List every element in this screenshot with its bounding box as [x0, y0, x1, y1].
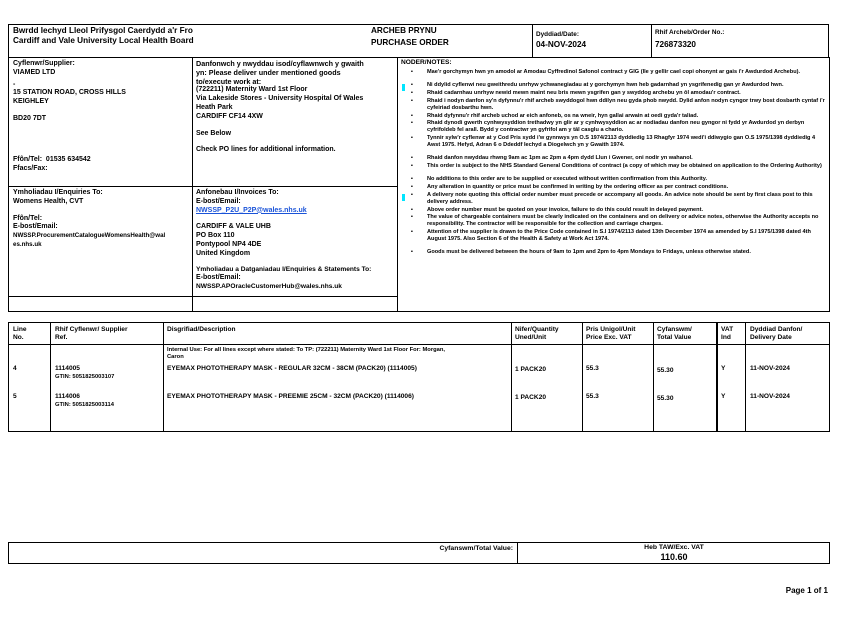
supplier-name: VIAMED LTD	[13, 68, 56, 76]
delivery-line-2: Via Lakeside Stores - University Hospital Of Wales	[196, 95, 364, 103]
doc-title-welsh: ARCHEB PRYNU	[371, 26, 437, 35]
note-item: ▪ Any alteration in quantity or price must be confirmed in writing by the ordering officer as per contract conditions.	[411, 183, 729, 190]
internal-use-note: Internal Use: For all lines except where stated: To TP: (722211) Maternity Ward 1st Floor For: Morgan, Caron	[167, 347, 445, 360]
delivery-line-4: CARDIFF CF14 4XW	[196, 112, 263, 120]
row-delivery-date: 11-NOV-2024	[750, 365, 790, 372]
row-unit-price: 55.3	[586, 365, 599, 372]
row-quantity: 1 PACK20	[515, 366, 547, 373]
note-item: ▪ A delivery note quoting this official order number must precede or accompany all goods. An advice note should be sent by first class post to this delivery address.	[411, 191, 813, 205]
note-item: ▪ Rhaid dyfynnu'r rhif archeb uchod ar eich anfoneb, os na wneir, hyn gallai arwain at oedi gyda'r taliad.	[411, 112, 699, 119]
note-item: ▪ Mae'r gorchymyn hwn yn amodol ar Amodau Cyffredinol Safonol contract y GIG (lle y gellir cael copi ohonynt ar gais i'r Awdurdod Archebu).	[411, 69, 801, 75]
delivery-label-1: Danfonwch y nwyddau isod/cyflawnwch y gwaith	[196, 59, 364, 68]
total-value-label: Cyfanswm/Total Value:	[439, 545, 513, 552]
delivery-section	[196, 60, 394, 155]
text-marker	[402, 194, 405, 201]
date-label: Dyddiad/Date:	[536, 31, 579, 38]
line-items-table	[8, 322, 830, 432]
invoices-section	[196, 189, 394, 292]
note-item: ▪ The value of chargeable containers must be clearly indicated on the containers and on delivery or advice notes, otherwise the Authority accepts no responsibility. The contractor will be responsible for the collection and carriage charges.	[411, 214, 819, 228]
org-name-english: Cardiff and Vale University Local Health Board	[13, 36, 194, 45]
note-item: ▪ Goods must be delivered between the hours of 9am to 1pm and 2pm to 4pm Mondays to Fridays, unless otherwise stated.	[411, 249, 751, 256]
invoices-email-link[interactable]: NWSSP_P2U_P2P@wales.nhs.uk	[196, 206, 307, 214]
order-no-label: Rhif Archeb/Order No.:	[655, 29, 725, 36]
delivery-line-3: Heath Park	[196, 103, 233, 111]
note-item: ▪ Rhaid dynodi gwerth cynhwysyddion trethadwy yn glir ar y cynhwysyddion ac ar nodiadau danfon neu gyngor ni fydd yr Awdurdod yn derbyn cyfrifoldeb fel arall. Bydd y contractwr yn gyfrifol am y tâl casglu a chario.	[411, 120, 805, 134]
enquiries-name: Womens Health, CVT	[13, 197, 84, 205]
row-line-no: 4	[13, 365, 17, 372]
delivery-label-2: yn: Please deliver under mentioned goods	[196, 67, 341, 77]
page-number: Page 1 of 1	[785, 586, 828, 595]
note-item: ▪ Attention of the supplier is drawn to the Price Code contained in S.I 1974/2113 dated 13th December 1974 as amended by S.I 1975/1398 dated 4th August 1975. Also Section 6 of the Health & Safety at Work Act 1974.	[411, 229, 811, 243]
supplier-town: KEIGHLEY	[13, 98, 49, 106]
statements-email-label: E-bost/Email:	[196, 274, 241, 282]
row-description: EYEMAX PHOTOTHERAPY MASK - PREEMIE 25CM - 32CM (PACK20) (1114006)	[167, 393, 414, 400]
note-item: ▪ Tynnir sylw'r cyflenwr at y Cod Pris sydd i'w gynnwys yn O.S 1974/2113 dyddiedig 13 Rhagfyr 1974 wedi'i ddiwygio gan O.S 1975/1398 dyddiedig 4 Awst 1975. Hefyd, Adran 6 o Ddeddf Iechyd a Diogelwch yn y Gwaith 1974.	[411, 135, 816, 149]
col-header-line-no: Line No.	[13, 326, 27, 341]
supplier-address: 15 STATION ROAD, CROSS HILLS	[13, 89, 126, 97]
delivery-line-1: (722211) Maternity Ward 1st Floor	[196, 86, 308, 94]
delivery-check-note: Check PO lines for additional information.	[196, 146, 336, 154]
delivery-label-3: to/execute work at:	[196, 76, 262, 86]
row-total: 55.30	[657, 367, 674, 374]
col-header-supplier-ref: Rhif Cyflenwr/ Supplier Ref.	[55, 326, 128, 341]
col-header-description: Disgrifiad/Description	[167, 326, 236, 333]
col-header-quantity: Nifer/Quantity Uned/Unit	[515, 326, 559, 341]
row-supplier-ref: 1114005 GTIN: 5051825003107	[55, 365, 115, 380]
doc-title-english: PURCHASE ORDER	[371, 38, 449, 47]
note-item: ▪ Above order number must be quoted on your invoice, failure to do this could result in delayed payment.	[411, 206, 703, 213]
statements-label: Ymholiadau a Datganiadau I/Enquiries & Statements To:	[196, 265, 372, 273]
supplier-dash: -	[13, 80, 16, 88]
invoices-addr-1: CARDIFF & VALE UHB	[196, 223, 271, 231]
notes-list	[401, 69, 826, 256]
note-item: ▪ Rhaid cadarnhau unrhyw newid mewn maint neu bris mewn ysgrifen gan y swyddog archebu yn ôl amodau'r contract.	[411, 89, 741, 96]
invoices-label: Anfonebau I/Invoices To:	[196, 189, 279, 196]
supplier-tel: Ffôn/Tel: 01535 634542	[13, 155, 91, 163]
supplier-tel-value: 01535 634542	[45, 155, 91, 163]
row-vat: Y	[721, 365, 726, 372]
text-marker	[402, 84, 405, 91]
enquiries-email-2: es.nhs.uk	[13, 240, 42, 248]
enquiries-email-1: NWSSP.ProcurementCatalogueWomensHealth@wal	[13, 232, 166, 240]
order-no-value: 726873320	[655, 40, 696, 49]
exc-vat-label: Heb TAW/Exc. VAT	[644, 544, 704, 551]
row-vat: Y	[721, 393, 726, 400]
invoices-email-label: E-bost/Email:	[196, 197, 241, 205]
enquiries-tel-label: Ffôn/Tel:	[13, 214, 43, 222]
note-item: ▪ No additions to this order are to be supplied or executed without written confirmation from this Authority.	[411, 175, 708, 182]
notes-section	[401, 59, 826, 257]
enquiries-email-label: E-bost/Email:	[13, 223, 58, 231]
row-supplier-ref: 1114006 GTIN: 5051825003114	[55, 393, 114, 408]
note-item: ▪ Rhaid danfon nwyddau rhwng 9am ac 1pm ac 2pm a 4pm dydd Llun i Gwener, oni nodir yn wahanol.	[411, 155, 693, 162]
invoices-addr-2: PO Box 110	[196, 232, 235, 240]
enquiries-section	[13, 189, 191, 250]
col-header-unit-price: Pris Unigol/Unit Price Exc. VAT	[586, 326, 636, 341]
org-name-welsh: Bwrdd Iechyd Lleol Prifysgol Caerdydd a'r Fro	[13, 26, 193, 35]
supplier-section	[13, 60, 126, 173]
note-item: ▪ Ni ddylid cyflenwi neu gweithredu unrhyw ychwanegiadau at y gorchymyn hwn heb gadarnhad yn ysgrifenedig gan yr Awdurdod hwn.	[411, 81, 784, 88]
row-line-no: 5	[13, 393, 17, 400]
row-total: 55.30	[657, 395, 674, 402]
supplier-fax-label: Ffacs/Fax:	[13, 164, 48, 172]
col-header-delivery-date: Dyddiad Danfon/ Delivery Date	[750, 326, 803, 341]
invoices-addr-4: United Kingdom	[196, 249, 251, 257]
row-description: EYEMAX PHOTOTHERAPY MASK - REGULAR 32CM - 38CM (PACK20) (1114005)	[167, 365, 417, 372]
note-item: ▪ Rhaid i nodyn danfon sy'n dyfynnu'r rhif archeb swyddogol hwn ddilyn neu gyda phob nwydd. Dylid anfon nodyn cyngor trwy bost dosbarth cyntaf i'r cyfeiriad dosbarthu hwn.	[411, 97, 825, 111]
row-quantity: 1 PACK20	[515, 394, 547, 401]
date-value: 04-NOV-2024	[536, 40, 587, 49]
col-header-total: Cyfanswm/ Total Value	[657, 326, 692, 341]
invoices-addr-3: Pontypool NP4 4DE	[196, 240, 262, 248]
statements-email-value: NWSSP.APOracleCustomerHub@wales.nhs.uk	[196, 283, 342, 291]
notes-label: NODER/NOTES:	[401, 59, 452, 66]
total-value: 110.60	[660, 552, 688, 562]
supplier-label: Cyflenwr/Supplier:	[13, 60, 75, 67]
row-delivery-date: 11-NOV-2024	[750, 393, 790, 400]
note-item: ▪ This order is subject to the NHS Standard General Conditions of contract (a copy of which may be obtained on application to the Ordering Authority)	[411, 162, 822, 169]
delivery-see-below: See Below	[196, 129, 232, 137]
supplier-postcode: BD20 7DT	[13, 114, 47, 122]
col-header-vat: VAT Ind	[721, 326, 734, 341]
row-unit-price: 55.3	[586, 393, 599, 400]
enquiries-label: Ymholiadau I/Enquiries To:	[13, 189, 103, 196]
